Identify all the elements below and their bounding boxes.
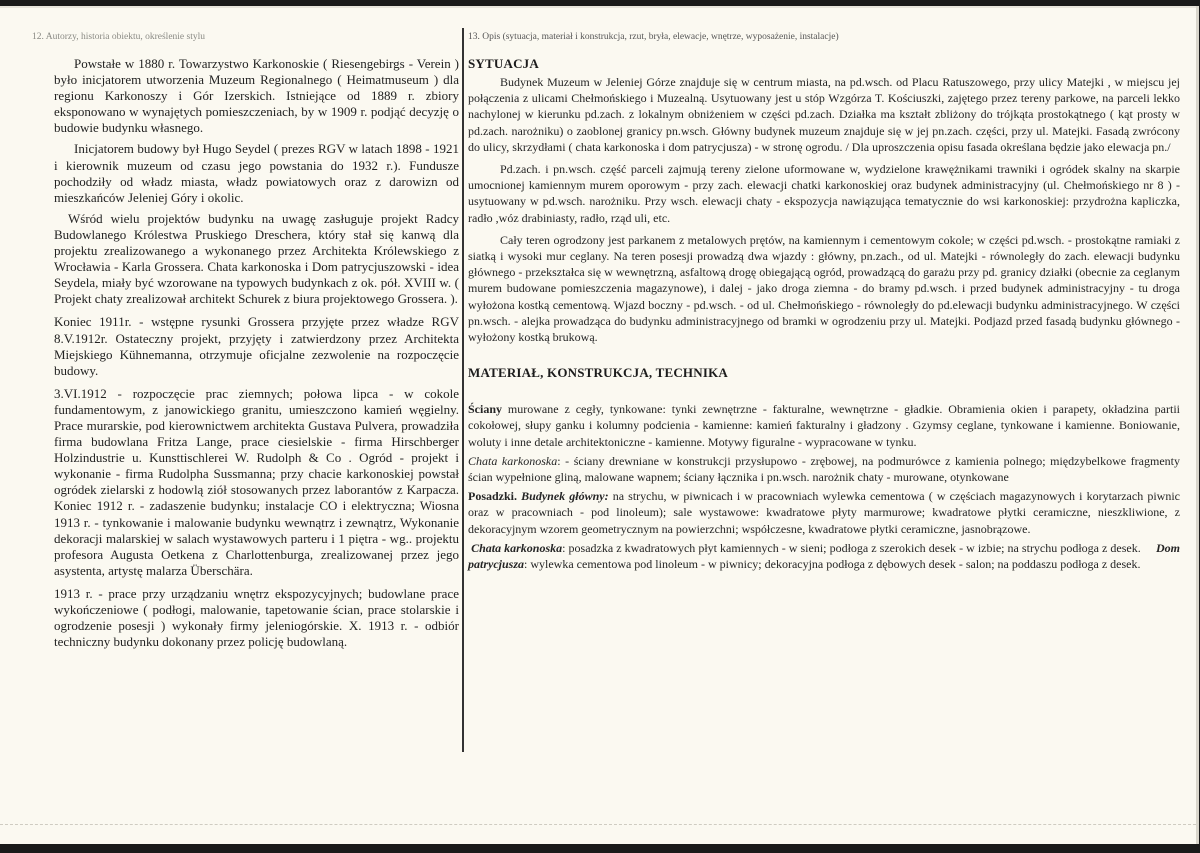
history-paragraph: Powstałe w 1880 r. Towarzystwo Karkonoskie ( Riesengebirgs - Verein ) było inicjatorem utworzenia Muzeum Regionalnego ( Heimatmuseum ) dla regionu Karkonoszy i Gór Izerskich. Istniejące od 1889 r. zbiory eksponowano w wynajętych pomieszczeniach, by w 1909 r. podjąć decyzję o budowie budynku własnego.: [54, 56, 459, 136]
history-text: [54, 56, 459, 650]
sciany-label: Ściany: [468, 402, 503, 417]
dom-patrycjusza-label: Dom patrycjusza: [468, 540, 1181, 572]
history-paragraph: 3.VI.1912 - rozpoczęcie prac ziemnych; połowa lipca - w cokole fundamentowym, z janowickiego granitu, umieszczono kamień węgielny. Prace murarskie, pod kierownictwem architekta Gustava Pulvera, prowadziła firma budowlana Fritza Lange, prace ciesielskie - firma Hirschberger Holzindustrie u. Kunsttischlerei W. Rudolph & Co . Ogród - projekt i wykonanie - firma Rudolpha Sussmanna; przy chacie karkonoskiej powstał ogródek zielarski z hodowlą ziół stosowanych przez laborantów z Karpacza. Koniec 1912 r. - zadaszenie budynku; instalacje CO i elektryczna; Wiosna 1913 r. - tynkowanie i malowanie budynku wewnątrz i zewnątrz, Wykonanie dekoracji malarskiej w salach wystawowych parteru i 1 piętra - wg.. projektu profesora Augusta Oetkena z Charlottenburga, zrealizowanej przez jego asystenta, artystę malarza Überschära.: [54, 385, 459, 578]
chata-posadzka-label: Chata karkonoska: [471, 540, 563, 555]
history-paragraph: Wśród wielu projektów budynku na uwagę zasługuje projekt Radcy Budowlanego Królestwa Pruskiego Dreschera, który stał się kanwą dla projektu zrealizowanego a wykonanego przez Architekta Królewskiego z Wrocławia - Karla Grossera. Chata karkonoska i Dom patrycjuszowski - idea Seydela, miały być wzorowane na typowych budynkach z ok. pół. XVIII w. ( Projekt chaty zrealizował architekt Schurek z biura projektowego Grossera. ).: [54, 210, 459, 307]
history-paragraph: 1913 r. - prace przy urządzaniu wnętrz ekspozycyjnych; budowlane prace wykończeniowe ( podłogi, malowanie, tapetowanie ścian, prace stolarskie i ogrodzenie posesji ) wykonały firmy jeleniogórskie. X. 1913 r. - odbiór techniczny budynku dokonany przez policję budowlaną.: [54, 585, 459, 650]
budynek-glowny-label: Budynek główny:: [521, 489, 609, 504]
section-heading-sytuacja: SYTUACJA: [468, 56, 539, 71]
history-paragraph: Inicjatorem budowy był Hugo Seydel ( prezes RGV w latach 1898 - 1921 i kierownik muzeum od czasu jego powstania do 1932 r.). Fundusze pochodziły od władz miasta, władz powiatowych oraz z darowizn od mieszkańców Jeleniej Góry i okolic.: [54, 141, 459, 205]
chata-label: Chata karkonoska: [468, 453, 558, 468]
chata-posadzka-paragraph: [468, 540, 1180, 572]
sciany-paragraph: [468, 401, 1180, 450]
field-13-label: 13. Opis (sytuacja, materiał i konstrukcja, rzut, bryła, elewacje, wnętrze, wyposażenie, instalacje): [468, 32, 839, 42]
scan-edge-line: [0, 824, 1196, 826]
sytuacja-paragraph: Cały teren ogrodzony jest parkanem z metalowych prętów, na kamiennym i cementowym cokole; w części pd.wsch. - prostokątne ramiaki z siatką i wysoki mur ceglany. Na teren posesji prowadzą dwa wjazdy : główny, pn.zach., od ul. Matejki - równoległy do zach. elewacji budynku głównego - przekształca się w wewnętrzną, asfaltową drogę obiegającą ogród, prowadzącą do garażu przy pd. granicy działki (obecnie za ceglanym murem budowane pomieszczenia magazynowe), i dalej - jako droga ziemna - do bramy pd.wsch. i przed budynek administracyjny - tu droga wyłożona kostką cementową. Wjazd boczny - pd.wsch. - od ul. Chełmońskiego - równoległy do pd.elewacji budynku administracyjnego. W części pn.wsch. - alejka prowadząca do budynku administracyjnego od bramki w ogrodzeniu przy ul. Matejki. Podjazd przed fasadą budynku głównego - wyłożony kostką brukową.: [468, 232, 1180, 345]
chata-posadzka-text: : posadzka z kwadratowych płyt kamiennych - w sieni; podłoga z szerokich desek - w izbie; na strychu podłoga z desek.: [562, 540, 1141, 555]
posadzki-paragraph: [468, 488, 1180, 537]
history-column: [32, 30, 459, 655]
section-heading-material: MATERIAŁ, KONSTRUKCJA, TECHNIKA: [468, 365, 728, 381]
posadzki-text: na strychu, w piwnicach i w pracowniach wylewka cementowa ( w częściach magazynowych i korytarzach piwnic oraz w pracowniach - pod linoleum); sale wystawowe: kwadratowe płyty marmurowe; kwadratowe płytki ceramiczne, nieszkliwione, z dekoracyjnym wzorem geometrycznym na powierzchni; współczesne, kwadratowe płytki ceramiczne, jasnobrązowe.: [468, 489, 1180, 536]
field-12-label: 12. Autorzy, historia obiektu, określenie stylu: [32, 32, 205, 42]
posadzki-label: Posadzki.: [468, 489, 518, 504]
chata-text: : - ściany drewniane w konstrukcji przysłupowo - zrębowej, na podmurówce z kamienia polnego; międzybelkowe fragmenty ścian wypełnione gliną, malowane wapnem; ściany łącznika i pn.wsch. narożnik chaty - murowane, otynkowane: [468, 453, 1180, 485]
sytuacja-paragraph: Pd.zach. i pn.wsch. część parceli zajmują tereny zielone uformowane w, wydzielone krawężnikami trawniki i ogródek skalny na skarpie umocnionej kamiennym murem oporowym - przy zach. elewacji chatki karkonoskiej oraz budynek administracyjny (ul. Chełmońskiego nr 8 ) - usytuowany w pd.wsch. narożniku. Przy wsch. elewacji chaty - ekspozycja nawiązująca tematycznie do wsi karkonoskiej: przydrożna kapliczka, radło ,wóz drabiniasty, radło, rząd uli, etc.: [468, 162, 1180, 225]
description-text: [468, 56, 1180, 572]
chata-paragraph: [468, 453, 1180, 485]
description-column: [468, 30, 1180, 575]
history-paragraph: Koniec 1911r. - wstępne rysunki Grossera przyjęte przez władze RGV 8.V.1912r. Ostateczny projekt, przyjęty i zatwierdzony przez Architekta Miejskiego Kühnemanna, otrzymuje oficjalne zezwolenie na rozpoczęcie budowy.: [54, 314, 459, 378]
sytuacja-paragraph: Budynek Muzeum w Jeleniej Górze znajduje się w centrum miasta, na pd.wsch. od Placu Ratuszowego, przy ulicy Matejki , w miejscu jej połączenia z ulicami Chełmońskiego i Muzealną. Usytuowany jest u stóp Wzgórza T. Kościuszki, zajętego przez tereny parkowe, na parceli lekko nachylonej w kierunku pd.zach. z lokalnym obniżeniem w części pd.zach. Działka ma kształt zbliżony do trójkąta prostokątnego ( kąt prosty w pd.zach. narożniku) o zaoblonej granicy pn.wsch. Główny budynek muzeum znajduje się w jej pn.zach. części, przy ul. Matejki. Fasadą zwrócony do ulicy, skrzydłami ( chata karkonoska i dom patrycjusza) - w stronę ogrodu. / Dla uproszczenia opisu fasada określana będzie jako elewacja pn./: [468, 75, 1180, 154]
dom-patrycjusza-text: : wylewka cementowa pod linoleum - w piwnicy; dekoracyjna podłoga z dębowych desek - salon; na poddaszu podłoga z desek.: [524, 557, 1141, 572]
column-divider: [462, 28, 464, 752]
sciany-text: murowane z cegły, tynkowane: tynki zewnętrzne - fakturalne, wewnętrzne - gładkie. Obramienia okien i parapety, okładzina partii cokołowej, słupy ganku i kolumny podcienia - kamienne: kamień fakturalny i gładzony . Gzymsy ceglane, tynkowane i kamienne. Boniowanie, woluty i inne detale architektoniczne - kamienne. Motywy figuralne - wypracowane w tynku.: [468, 402, 1180, 449]
scanned-document-page: [0, 6, 1199, 844]
